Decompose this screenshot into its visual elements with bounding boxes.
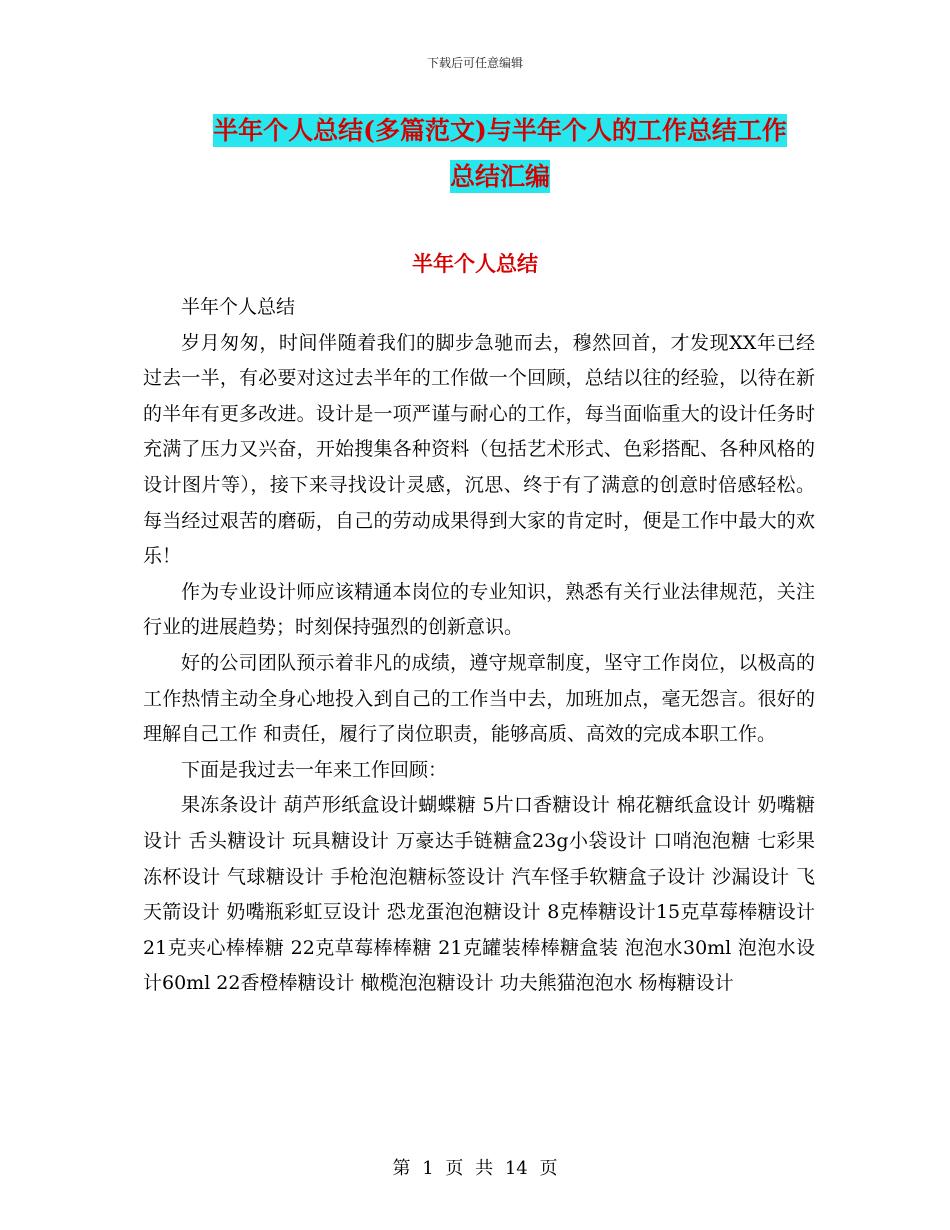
section-title: 半年个人总结 <box>412 251 538 276</box>
document-title <box>150 108 850 200</box>
paragraph: 下面是我过去一年来工作回顾： <box>181 758 448 781</box>
document-body <box>143 290 815 1002</box>
paragraph: 岁月匆匆，时间伴随着我们的脚步急驰而去，穆然回首，才发现XX年已经过去一半，有必要对这过去半年的工作做一个回顾，总结以往的经验，以待在新的半年有更多改进。设计是一项严谨与耐心的工作，每当面临重大的设计任务时充满了压力又兴奋，开始搜集各种资料（包括艺术形式、色彩搭配、各种风格的设计图片等），接下来寻找设计灵感，沉思、终于有了满意的创意时倍感轻松。每当经过艰苦的磨砺，自己的劳动成果得到大家的肯定时，便是工作中最大的欢乐！ <box>143 331 815 568</box>
header-note: 下载后可任意编辑 <box>426 56 523 70</box>
paragraph: 好的公司团队预示着非凡的成绩，遵守规章制度，坚守工作岗位，以极高的工作热情主动全身心地投入到自己的工作当中去，加班加点，毫无怨言。很好的理解自己工作 和责任，履行了岗位职责，能够高质、高效的完成本职工作。 <box>143 651 815 746</box>
paragraph: 果冻条设计 葫芦形纸盒设计蝴蝶糖 5片口香糖设计 棉花糖纸盒设计 奶嘴糖设计 舌头糖设计 玩具糖设计 万豪达手链糖盒23g小袋设计 口哨泡泡糖 七彩果冻杯设计 气球糖设计 手枪泡泡糖标签设计 汽车怪手软糖盒子设计 沙漏设计 飞天箭设计 奶嘴瓶彩虹豆设计 恐龙蛋泡泡糖设计 8克棒糖设计15克草莓棒糖设计 21克夹心棒棒糖 22克草莓棒棒糖 21克罐装棒棒糖盒装 泡泡水30ml 泡泡水设计60ml 22香橙棒糖设计 橄榄泡泡糖设计 功夫熊猫泡泡水 杨梅糖设计 <box>143 794 815 995</box>
page-footer: 第 1 页 共 14 页 <box>392 1158 558 1179</box>
document-title-line-1: 半年个人总结(多篇范文)与半年个人的工作总结工作 <box>213 116 787 145</box>
paragraph: 作为专业设计师应该精通本岗位的专业知识，熟悉有关行业法律规范，关注行业的进展趋势；时刻保持强烈的创新意识。 <box>143 580 815 639</box>
document-title-line-2: 总结汇编 <box>449 162 550 191</box>
paragraph: 半年个人总结 <box>181 296 296 318</box>
